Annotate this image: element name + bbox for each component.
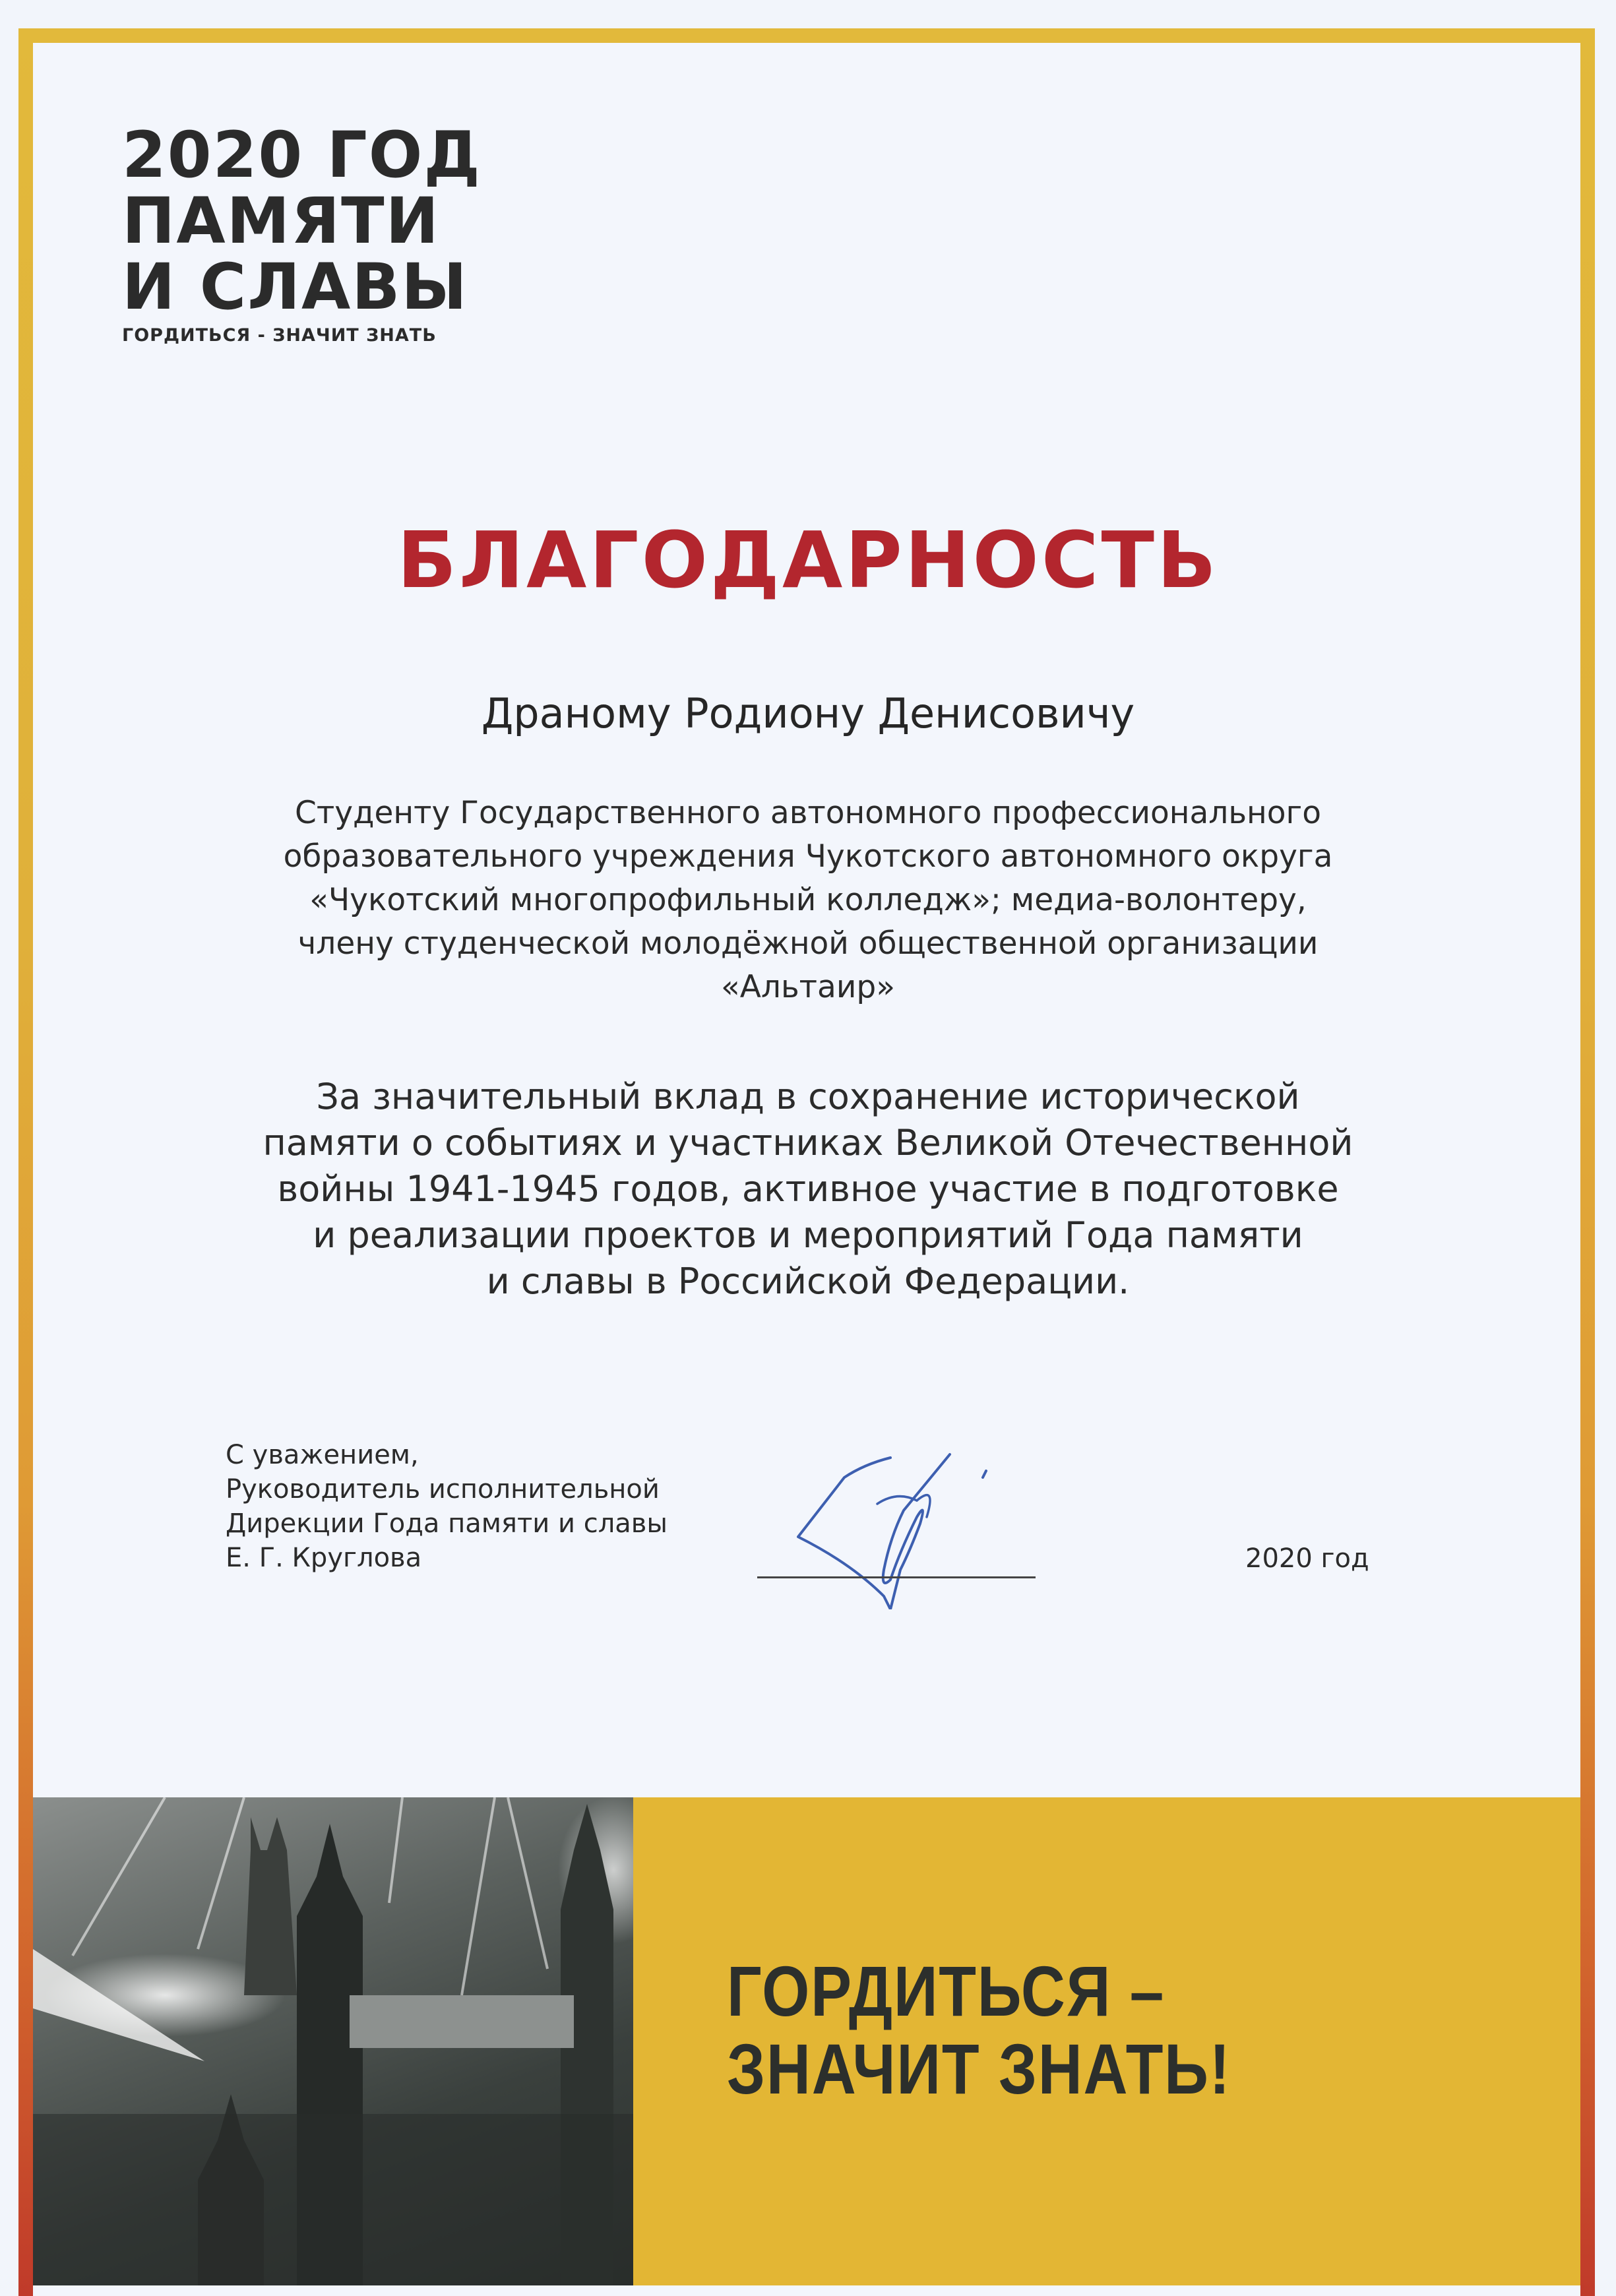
certificate-year: 2020 год xyxy=(1245,1543,1369,1574)
description-line: «Чукотский многопрофильный колледж»; медиа-волонтеру, xyxy=(309,882,1307,918)
reason-line: памяти о событиях и участниках Великой Отечественной xyxy=(263,1122,1353,1164)
reason-line: и реализации проектов и мероприятий Года памяти xyxy=(313,1214,1303,1256)
signature-icon xyxy=(785,1438,1003,1609)
slogan-line-1: ГОРДИТЬСЯ – xyxy=(727,1951,1165,2031)
signatory-line: Руководитель исполнительной xyxy=(226,1474,660,1505)
kremlin-silhouette-icon xyxy=(33,1797,633,2285)
description-line: Студенту Государственного автономного профессионального xyxy=(295,795,1321,831)
signatory-block xyxy=(226,1438,668,1575)
description-line: члену студенческой молодёжной общественной организации xyxy=(297,925,1319,962)
reason-line: войны 1941-1945 годов, активное участие в подготовке xyxy=(277,1168,1339,1210)
certificate-title: БЛАГОДАРНОСТЬ xyxy=(397,514,1219,605)
description-line: «Альтаир» xyxy=(721,969,895,1005)
logo-line-2: ПАМЯТИ xyxy=(122,184,440,258)
reason-line: За значительный вклад в сохранение исторической xyxy=(316,1076,1300,1117)
recipient-description xyxy=(0,791,1616,1009)
slogan-text xyxy=(727,1952,1231,2108)
signatory-line: Дирекции Года памяти и славы xyxy=(226,1508,668,1539)
logo-tagline: ГОРДИТЬСЯ - ЗНАЧИТ ЗНАТЬ xyxy=(122,325,437,346)
recipient-name: Драному Родиону Денисовичу xyxy=(481,689,1135,737)
award-reason xyxy=(0,1074,1616,1305)
year-of-memory-logo xyxy=(122,118,482,346)
signatory-line: С уважением, xyxy=(226,1440,419,1470)
reason-line: и славы в Российской Федерации. xyxy=(486,1260,1130,1302)
logo-line-3: И СЛАВЫ xyxy=(122,250,468,324)
signature-underline xyxy=(757,1576,1036,1578)
kremlin-salute-photo xyxy=(33,1797,633,2285)
slogan-line-2: ЗНАЧИТ ЗНАТЬ! xyxy=(727,2029,1231,2109)
signatory-line: Е. Г. Круглова xyxy=(226,1543,422,1573)
description-line: образовательного учреждения Чукотского автономного округа xyxy=(283,838,1333,875)
logo-line-1: 2020 ГОД xyxy=(122,118,482,192)
